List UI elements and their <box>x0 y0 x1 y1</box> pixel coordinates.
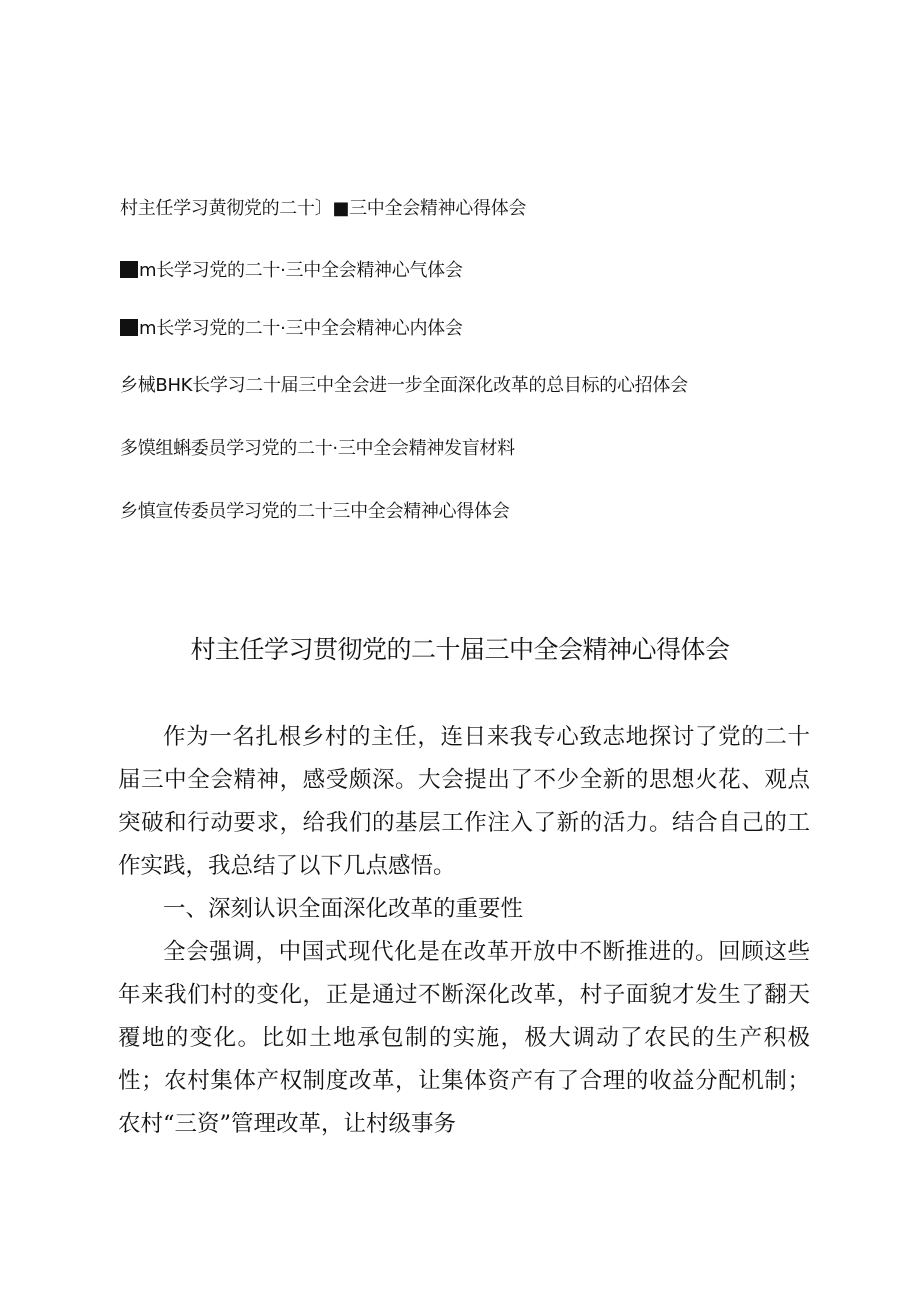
toc-item[interactable] <box>120 373 688 399</box>
toc-item[interactable] <box>120 499 509 525</box>
redaction-block <box>120 261 138 278</box>
toc-item-text: m长学习党的二十·三中全会精神心内体会 <box>139 318 463 339</box>
toc-item[interactable] <box>120 436 515 462</box>
toc-item-text: 乡械BHK长学习二十届三中全会进一步全面深化改革的总目标的心招体会 <box>120 375 688 396</box>
toc-item[interactable] <box>120 196 526 222</box>
toc-item-text: 乡慎宣传委员学习党的二十三中全会精神心得体会 <box>120 501 510 522</box>
intro-paragraph: 作为一名扎根乡村的主任，连日来我专心致志地探讨了党的二十届三中全会精神，感受颇深。大会提出了不少全新的思想火花、观点突破和行动要求，给我们的基层工作注入了新的活力。结合自己的工作实践，我总结了以下几点感悟。 <box>118 724 810 879</box>
toc-item-text: m长学习党的二十·三中全会精神心气体会 <box>139 260 463 281</box>
document-title: 村主任学习贯彻党的二十届三中全会精神心得体会 <box>190 635 730 664</box>
section-paragraph: 全会强调，中国式现代化是在改革开放中不断推进的。回顾这些年来我们村的变化，正是通过不断深化改革，村子面貌才发生了翻天覆地的变化。比如土地承包制的实施，极大调动了农民的生产积极性；农村集体产权制度改革，让集体资产有了合理的收益分配机制；农村“三资”管理改革，让村级事务 <box>118 939 810 1137</box>
section-heading: 一、深刻认识全面深化改革的重要性 <box>163 896 524 922</box>
toc-item[interactable] <box>120 258 463 284</box>
document-body <box>118 716 810 1146</box>
toc-item-text: 多馍组蝌委员学习党的二十·三中全会精神发盲材料 <box>120 438 515 459</box>
redaction-block <box>120 319 138 336</box>
toc-item[interactable] <box>120 316 463 342</box>
toc-item-text: 村主任学习黄彻党的二十〕■三中全会精神心得体会 <box>120 198 527 219</box>
